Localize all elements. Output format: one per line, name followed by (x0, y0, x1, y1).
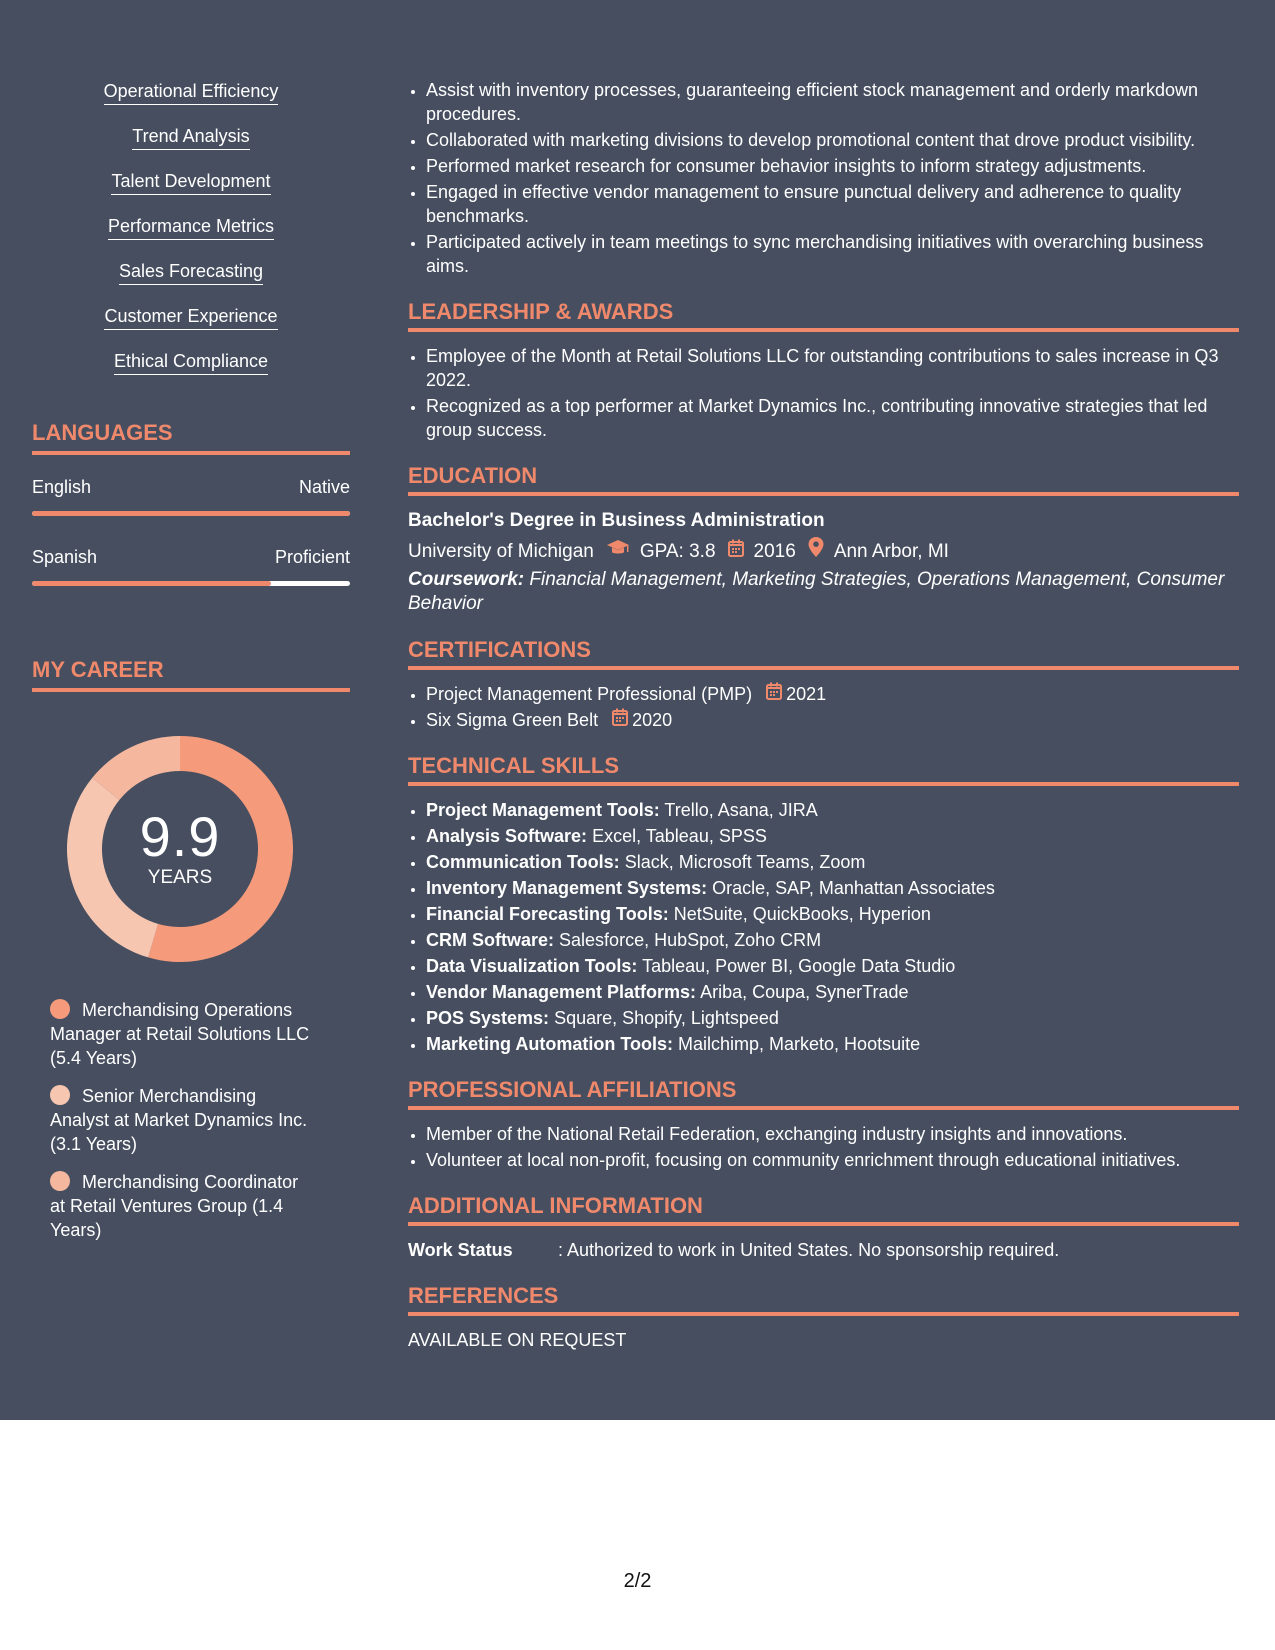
education-school: University of Michigan (408, 540, 594, 562)
skill-item (32, 78, 350, 106)
technical-skill-item (426, 1006, 1239, 1030)
leadership-heading: LEADERSHIP & AWARDS (408, 298, 1239, 332)
technical-skill-label: Financial Forecasting Tools: (426, 904, 669, 924)
work-status-label: Work Status (408, 1240, 513, 1260)
language-row-english (32, 475, 350, 516)
graduation-cap-icon (606, 538, 630, 566)
education-details (408, 537, 1239, 566)
experience-bullets (408, 78, 1239, 278)
page-number: 2/2 (623, 1570, 652, 1592)
technical-skill-value: NetSuite, QuickBooks, Hyperion (673, 904, 931, 924)
career-list (32, 998, 312, 1242)
work-status-value: : Authorized to work in United States. No sponsorship required. (558, 1240, 1060, 1260)
skill-item (32, 213, 350, 241)
skill-item (32, 303, 350, 331)
technical-skill-label: Marketing Automation Tools: (426, 1034, 673, 1054)
technical-skill-item (426, 824, 1239, 848)
certification-item (426, 708, 1239, 732)
career-dot (50, 1085, 70, 1105)
career-dot (50, 999, 70, 1019)
calendar-icon (728, 538, 744, 566)
career-donut (67, 736, 293, 962)
languages-heading: LANGUAGES (32, 419, 350, 455)
experience-bullet: • Performed market research for consumer behavior insights to inform strategy adjustments. (426, 154, 1239, 178)
skill-label: Trend Analysis (132, 123, 249, 150)
skill-label: Ethical Compliance (114, 348, 268, 375)
technical-skill-item (426, 902, 1239, 926)
technical-skill-item (426, 980, 1239, 1004)
language-level: Proficient (274, 547, 350, 567)
education-gpa: GPA: 3.8 (639, 540, 716, 562)
technical-skill-value: Mailchimp, Marketo, Hootsuite (678, 1034, 921, 1054)
skill-label: Performance Metrics (108, 213, 274, 240)
language-name: English (32, 477, 92, 497)
career-section (32, 656, 350, 1242)
technical-skill-value: Salesforce, HubSpot, Zoho CRM (559, 930, 822, 950)
education-heading: EDUCATION (408, 462, 1239, 496)
career-dot (50, 1171, 70, 1191)
language-bar-fill (32, 511, 350, 516)
technical-skill-label: Analysis Software: (426, 826, 588, 846)
career-item (50, 1170, 312, 1242)
certification-year: 2020 (632, 710, 673, 730)
technical-skills-list (408, 798, 1239, 1056)
skill-label: Sales Forecasting (119, 258, 263, 285)
career-unit: YEARS (147, 867, 213, 888)
work-status-row (408, 1238, 1239, 1262)
references-text: AVAILABLE ON REQUEST (408, 1330, 627, 1350)
technical-skill-label: Inventory Management Systems: (426, 878, 708, 898)
career-total: 9.9 (139, 805, 221, 868)
skills-list (32, 78, 350, 376)
technical-skill-label: Vendor Management Platforms: (426, 982, 697, 1002)
calendar-icon (766, 682, 782, 706)
right-column (408, 78, 1239, 1352)
technical-skill-label: POS Systems: (426, 1008, 550, 1028)
skill-item (32, 348, 350, 376)
leadership-item: • Employee of the Month at Retail Solutions LLC for outstanding contributions to sales increase in Q3 2022. (426, 344, 1239, 392)
career-item-text: Merchandising Coordinator at Retail Ventures Group (1.4 Years) (50, 1172, 299, 1240)
skill-label: Operational Efficiency (104, 78, 279, 105)
leadership-list (408, 344, 1239, 442)
certifications-list (408, 682, 1239, 732)
leadership-item: • Recognized as a top performer at Market Dynamics Inc., contributing innovative strategies that led group success. (426, 394, 1239, 442)
certifications-heading: CERTIFICATIONS (408, 636, 1239, 670)
technical-skill-label: Data Visualization Tools: (426, 956, 638, 976)
affiliation-item: • Member of the National Retail Federation, exchanging industry insights and innovations. (426, 1122, 1239, 1146)
location-pin-icon (808, 537, 824, 566)
education-coursework (408, 568, 1239, 616)
experience-bullet: • Participated actively in team meetings to sync merchandising initiatives with overarching business aims. (426, 230, 1239, 278)
language-level: Native (298, 477, 350, 497)
skill-item (32, 258, 350, 286)
technical-skill-label: Communication Tools: (426, 852, 620, 872)
left-column (32, 78, 350, 1256)
career-item-text: Senior Merchandising Analyst at Market Dynamics Inc. (3.1 Years) (50, 1086, 308, 1154)
language-row-spanish (32, 545, 350, 586)
certification-name: • Project Management Professional (PMP) (426, 684, 753, 704)
technical-skill-value: Oracle, SAP, Manhattan Associates (712, 878, 995, 898)
career-item (50, 998, 312, 1070)
references-heading: REFERENCES (408, 1282, 1239, 1316)
language-bar (32, 581, 350, 586)
technical-skill-label: Project Management Tools: (426, 800, 660, 820)
experience-bullet: • Assist with inventory processes, guaranteeing efficient stock management and orderly markdown procedures. (426, 78, 1239, 126)
language-bar-fill (32, 581, 271, 586)
technical-skill-value: Ariba, Coupa, SynerTrade (700, 982, 909, 1002)
technical-skill-value: Square, Shopify, Lightspeed (554, 1008, 779, 1028)
technical-skill-label: CRM Software: (426, 930, 555, 950)
technical-skill-item (426, 1032, 1239, 1056)
education-degree: Bachelor's Degree in Business Administration (408, 510, 825, 531)
skill-label: Talent Development (111, 168, 270, 195)
technical-skill-value: Excel, Tableau, SPSS (592, 826, 767, 846)
coursework-text: Financial Management, Marketing Strategies, Operations Management, Consumer Behavior (408, 569, 1225, 614)
technical-skill-item (426, 876, 1239, 900)
technical-skill-value: Slack, Microsoft Teams, Zoom (624, 852, 866, 872)
education-location: Ann Arbor, MI (833, 540, 949, 562)
certification-item (426, 682, 1239, 706)
certification-year: 2021 (786, 684, 827, 704)
technical-skill-item (426, 954, 1239, 978)
additional-info-heading: ADDITIONAL INFORMATION (408, 1192, 1239, 1226)
technical-skills-heading: TECHNICAL SKILLS (408, 752, 1239, 786)
education-year: 2016 (753, 540, 796, 562)
certification-name: • Six Sigma Green Belt (426, 710, 599, 730)
technical-skill-item (426, 850, 1239, 874)
affiliation-item: • Volunteer at local non-profit, focusing on community enrichment through educational initiatives. (426, 1148, 1239, 1172)
technical-skill-value: Trello, Asana, JIRA (664, 800, 818, 820)
career-item-text: Merchandising Operations Manager at Retail Solutions LLC (5.4 Years) (50, 1000, 310, 1068)
technical-skill-item (426, 928, 1239, 952)
language-bar (32, 511, 350, 516)
affiliations-heading: PROFESSIONAL AFFILIATIONS (408, 1076, 1239, 1110)
career-heading: MY CAREER (32, 656, 350, 692)
skill-item (32, 123, 350, 151)
coursework-label: Coursework: (408, 569, 525, 590)
career-item (50, 1084, 312, 1156)
language-name: Spanish (32, 547, 98, 567)
languages-section (32, 419, 350, 586)
technical-skill-item (426, 798, 1239, 822)
skill-item (32, 168, 350, 196)
affiliations-list (408, 1122, 1239, 1172)
technical-skill-value: Tableau, Power BI, Google Data Studio (642, 956, 956, 976)
experience-bullet: • Engaged in effective vendor management to ensure punctual delivery and adherence to quality benchmarks. (426, 180, 1239, 228)
calendar-icon (612, 708, 628, 732)
skill-label: Customer Experience (104, 303, 277, 330)
experience-bullet: • Collaborated with marketing divisions to develop promotional content that drove product visibility. (426, 128, 1239, 152)
